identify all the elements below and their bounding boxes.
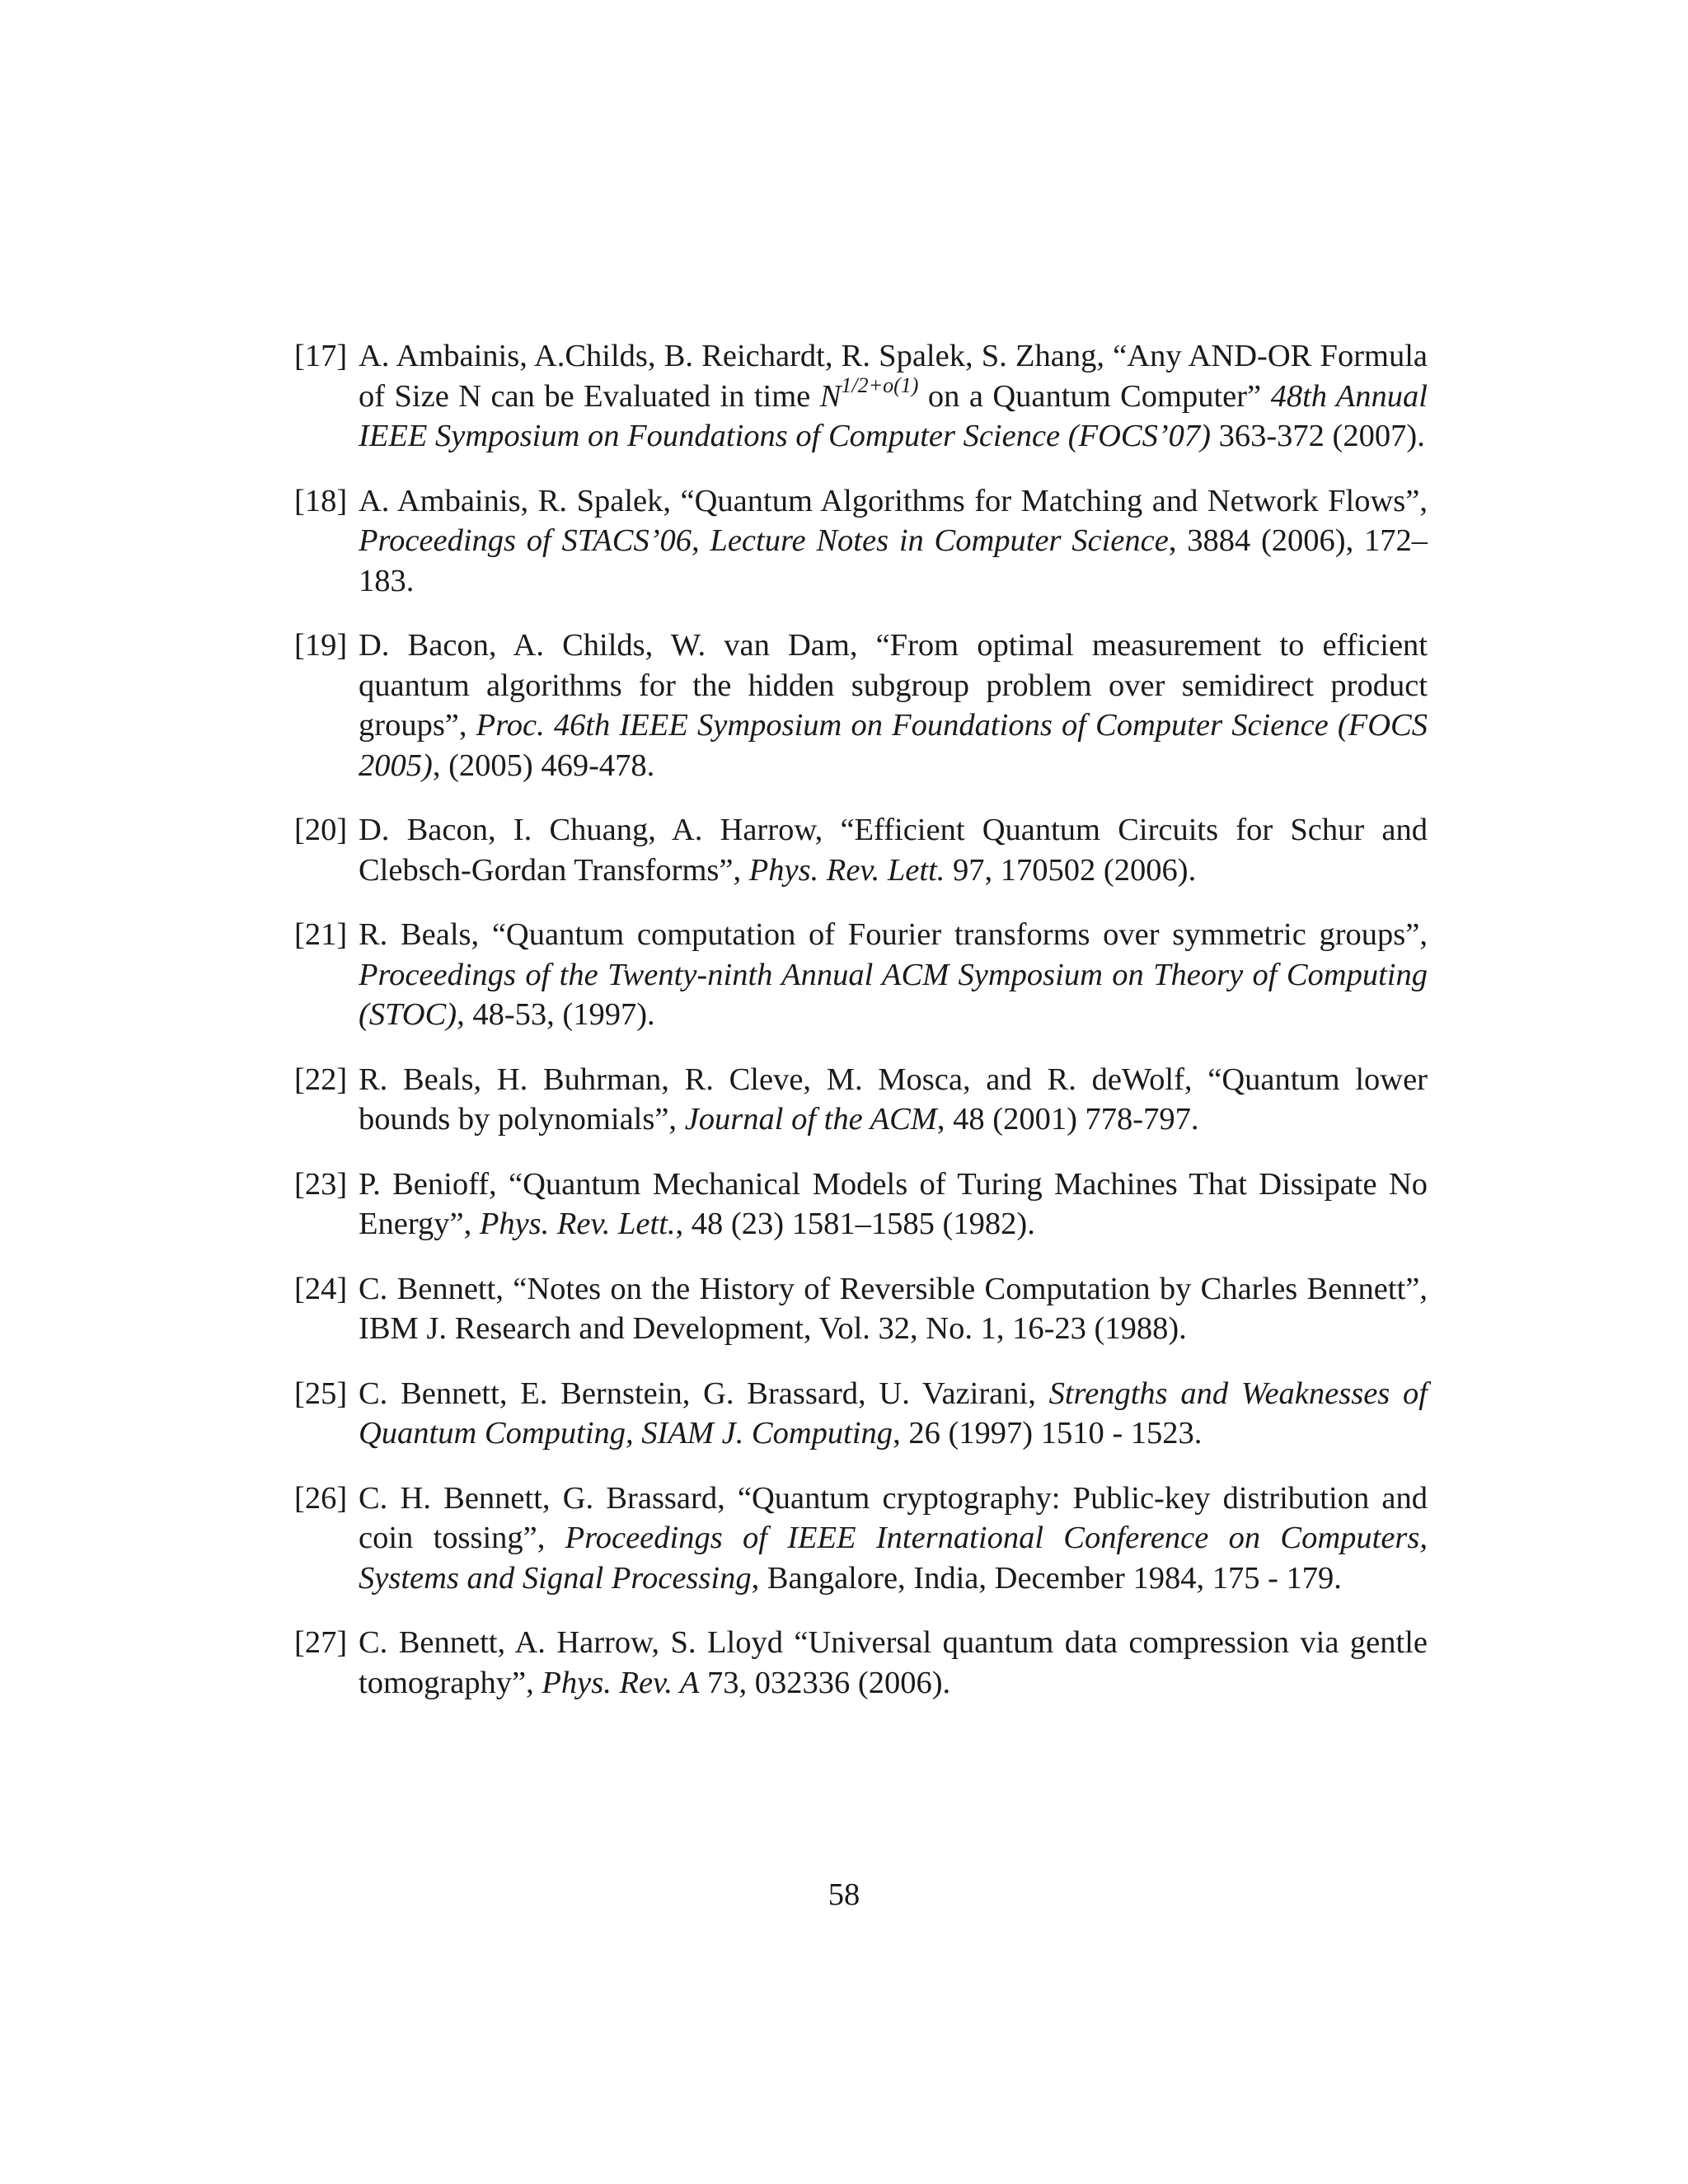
reference-venue: Phys. Rev. A bbox=[542, 1665, 700, 1700]
reference-venue: Strengths and Weaknesses of Quantum Computing, SIAM J. Computing bbox=[359, 1376, 1428, 1451]
reference-text: 73, 032336 (2006). bbox=[699, 1665, 951, 1700]
reference-number: [17] bbox=[294, 339, 348, 373]
reference-text: on a Quantum Computer” bbox=[918, 378, 1271, 414]
reference-text: R. Beals, “Quantum computation of Fourier transforms over symmetric groups”, bbox=[359, 917, 1428, 952]
reference-27 bbox=[294, 1623, 1428, 1703]
reference-venue: Journal of the ACM bbox=[684, 1102, 937, 1137]
reference-number: [21] bbox=[294, 917, 348, 952]
reference-23 bbox=[294, 1165, 1428, 1244]
reference-text: A. Ambainis, A.Childs, B. Reichardt, R. Spalek, S. Zhang, “Any AND-OR Formula of Size N can be Evaluated in time bbox=[359, 339, 1428, 414]
reference-text: C. H. Bennett, G. Brassard, “Quantum cryptography: Public-key distribution and coin tossing”, bbox=[359, 1480, 1428, 1555]
reference-list bbox=[294, 336, 1428, 1727]
reference-venue: Phys. Rev. Lett. bbox=[748, 852, 945, 888]
reference-number: [24] bbox=[294, 1271, 348, 1306]
reference-text: 97, 170502 (2006). bbox=[945, 852, 1197, 888]
reference-text: D. Bacon, I. Chuang, A. Harrow, “Efficient Quantum Circuits for Schur and Clebsch-Gordan Transforms”, bbox=[359, 813, 1428, 888]
page-number: 58 bbox=[828, 1877, 860, 1912]
reference-venue: Proceedings of IEEE International Conference on Computers, Systems and Signal Processing bbox=[359, 1521, 1428, 1596]
reference-number: [26] bbox=[294, 1480, 348, 1516]
reference-text: C. Bennett, E. Bernstein, G. Brassard, U. Vazirani, bbox=[359, 1376, 1049, 1411]
reference-text: , 26 (1997) 1510 - 1523. bbox=[893, 1416, 1203, 1451]
reference-18 bbox=[294, 481, 1428, 602]
reference-venue: 48th Annual IEEE Symposium on Foundations of Computer Science (FOCS’07) bbox=[359, 378, 1428, 453]
reference-venue: Proceedings of STACS’06, Lecture Notes in Computer Science bbox=[359, 523, 1169, 558]
reference-text: , 48-53, (1997). bbox=[457, 997, 655, 1032]
reference-text: C. Bennett, “Notes on the History of Reversible Computation by Charles Bennett”, IBM J. Research and Development, Vol. 32, No. 1, 16-23 (1988). bbox=[359, 1271, 1428, 1346]
reference-text: , 48 (23) 1581–1585 (1982). bbox=[675, 1207, 1035, 1241]
reference-number: [27] bbox=[294, 1625, 348, 1660]
reference-text: , 48 (2001) 778-797. bbox=[936, 1102, 1199, 1137]
math-exponent: 1/2+o(1) bbox=[841, 373, 919, 397]
reference-20 bbox=[294, 810, 1428, 890]
reference-21 bbox=[294, 915, 1428, 1035]
reference-text: A. Ambainis, R. Spalek, “Quantum Algorithms for Matching and Network Flows”, bbox=[359, 483, 1428, 518]
reference-26 bbox=[294, 1479, 1428, 1599]
reference-text: R. Beals, H. Buhrman, R. Cleve, M. Mosca, and R. deWolf, “Quantum lower bounds by polynomials”, bbox=[359, 1062, 1428, 1137]
reference-text: P. Benioff, “Quantum Mechanical Models of Turing Machines That Dissipate No Energy”, bbox=[359, 1166, 1428, 1241]
reference-17 bbox=[294, 336, 1428, 457]
reference-25 bbox=[294, 1374, 1428, 1454]
reference-number: [19] bbox=[294, 628, 348, 663]
reference-text: , 3884 (2006), 172–183. bbox=[359, 523, 1428, 598]
reference-text: , (2005) 469-478. bbox=[432, 748, 655, 783]
reference-24 bbox=[294, 1269, 1428, 1349]
reference-text: 363-372 (2007). bbox=[1210, 419, 1425, 453]
math-base: N bbox=[819, 378, 842, 414]
reference-number: [22] bbox=[294, 1062, 348, 1097]
reference-text: , Bangalore, India, December 1984, 175 - 179. bbox=[751, 1560, 1342, 1596]
reference-19 bbox=[294, 626, 1428, 785]
reference-number: [25] bbox=[294, 1376, 348, 1411]
reference-22 bbox=[294, 1060, 1428, 1140]
reference-text: D. Bacon, A. Childs, W. van Dam, “From optimal measurement to efficient quantum algorithms for the hidden subgroup problem over semidirect product groups”, bbox=[359, 628, 1428, 743]
reference-text: C. Bennett, A. Harrow, S. Lloyd “Universal quantum data compression via gentle tomography”, bbox=[359, 1625, 1428, 1700]
reference-number: [20] bbox=[294, 813, 348, 847]
reference-venue: Proc. 46th IEEE Symposium on Foundations of Computer Science (FOCS 2005) bbox=[359, 708, 1428, 783]
reference-venue: Phys. Rev. Lett. bbox=[479, 1207, 676, 1241]
reference-number: [23] bbox=[294, 1166, 348, 1202]
reference-venue: Proceedings of the Twenty-ninth Annual ACM Symposium on Theory of Computing (STOC) bbox=[359, 957, 1428, 1032]
reference-number: [18] bbox=[294, 483, 348, 518]
